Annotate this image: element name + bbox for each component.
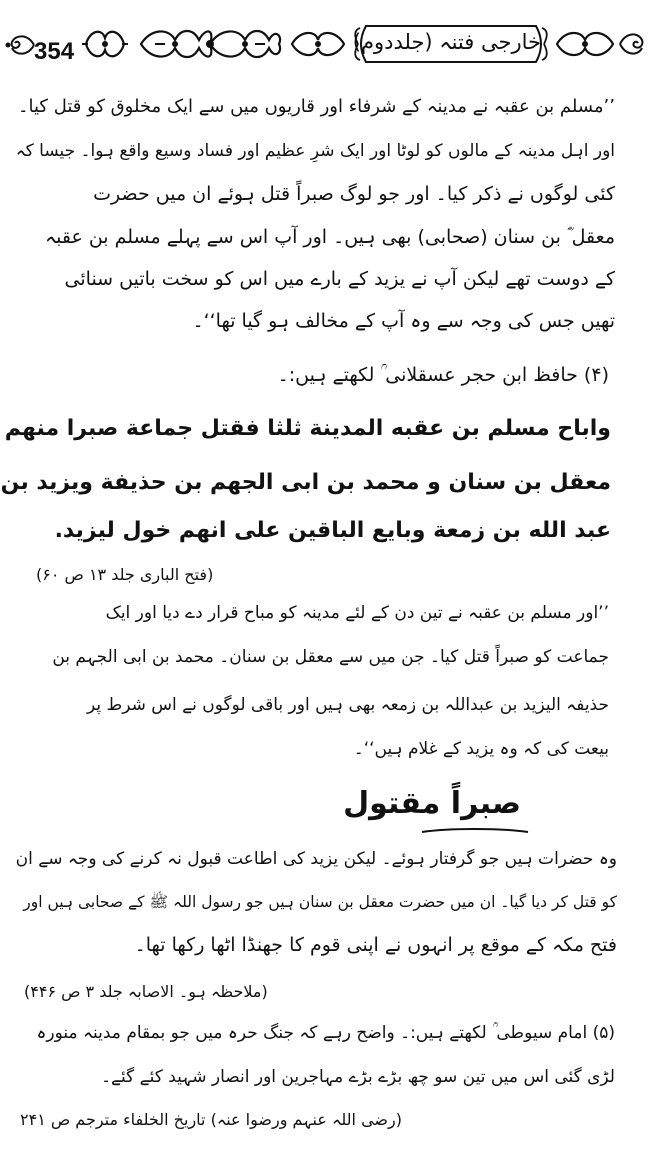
paragraph-line: وہ حضرات ہیں جو گرفتار ہوئے۔ لیکن یزید کی اطاعت قبول نہ کرنے کی وجہ سے ان xyxy=(15,849,617,869)
paragraph-line: تھیں جس کی وجہ سے وہ آپ کے مخالف ہو گیا تھا‘‘۔ xyxy=(192,310,615,332)
ornament-icon xyxy=(616,28,648,60)
citation: (رضی اللہ عنہم ورضوا عنہ) تاریخ الخلفاء مترجم ص ۲۴۱ xyxy=(20,1110,402,1129)
page-number: 354 xyxy=(34,38,75,65)
paragraph-line: اور اہل مدینہ کے مالوں کو لوٹا اور ایک شرِ عظیم اور فساد وسیع واقع ہوا۔ جیسا کہ xyxy=(15,141,615,161)
page-header xyxy=(0,0,651,80)
paragraph-line: (۵) امام سیوطی ؒ لکھتے ہیں:۔ واضح رہے کہ جنگ حرہ میں جو بمقام مدینہ منورہ xyxy=(36,1023,615,1043)
translation-line: جماعت کو صبراً قتل کیا۔ جن میں سے معقل بن سنان۔ محمد بن ابی الجہم بن xyxy=(52,647,609,667)
ornament-icon xyxy=(553,24,617,64)
heading-underline xyxy=(420,826,530,836)
paragraph-line: کے دوست تھے لیکن آپ نے یزید کے بارے میں اس کو سخت باتیں سنائی xyxy=(64,268,615,290)
section-heading: صبراً مقتول xyxy=(343,786,521,821)
translation-line: حذیفہ الیزید بن عبداللہ بن زمعہ بھی ہیں اور باقی لوگوں نے اس شرط پر xyxy=(86,695,609,715)
ornament-icon xyxy=(4,30,38,60)
ornament-icon xyxy=(288,24,348,64)
translation-line: ’’اور مسلم بن عقبہ نے تین دن کے لئے مدینہ کو مباح قرار دے دیا اور ایک xyxy=(105,603,609,623)
ornament-icon xyxy=(80,24,130,64)
arabic-quote-line: عبد الله بن زمعة وبايع الباقين على انهم خول ليزيد. xyxy=(54,518,611,543)
numbered-item: (۴) حافظ ابن حجر عسقلانی ؒ لکھتے ہیں:۔ xyxy=(277,364,609,386)
ornament-icon xyxy=(135,22,285,66)
running-title: خارجی فتنہ (جلددوم) xyxy=(352,30,541,54)
paragraph-line: ’’مسلم بن عقبہ نے مدینہ کے شرفاء اور قاریوں میں سے ایک مخلوق کو قتل کیا۔ xyxy=(17,96,615,117)
arabic-quote-line: واباح مسلم بن عقبه المدينة ثلثا فقتل جماعة صبرا منهم xyxy=(4,416,611,441)
paragraph-line: فتح مکہ کے موقع پر انہوں نے اپنی قوم کا جھنڈا اٹھا رکھا تھا۔ xyxy=(134,934,617,956)
paragraph-line: معقل ؓ بن سنان (صحابی) بھی ہیں۔ اور آپ اس سے پہلے مسلم بن عقبہ xyxy=(44,226,615,248)
paragraph-line: لڑی گئی اس میں تین سو چھ بڑے بڑے مہاجرین اور انصار شہید کئے گئے۔ xyxy=(101,1067,615,1087)
citation: (فتح الباری جلد ۱۳ ص ۶۰) xyxy=(36,565,214,584)
arabic-quote-line: معقل بن سنان و محمد بن ابی الجهم بن حذيفة ويزيد بن xyxy=(0,470,611,495)
translation-line: بیعت کی کہ وہ یزید کے غلام ہیں‘‘۔ xyxy=(353,739,609,759)
citation: (ملاحظہ ہو۔ الاصابہ جلد ۳ ص ۴۴۶) xyxy=(24,982,268,1001)
paragraph-line: کو قتل کر دیا گیا۔ ان میں حضرت معقل بن سنان ہیں جو رسول اللہ ﷺ کے صحابی ہیں اور xyxy=(23,893,617,911)
paragraph-line: کئی لوگوں نے ذکر کیا۔ اور جو لوگ صبراً قتل ہوئے ان میں حضرت xyxy=(93,183,615,205)
